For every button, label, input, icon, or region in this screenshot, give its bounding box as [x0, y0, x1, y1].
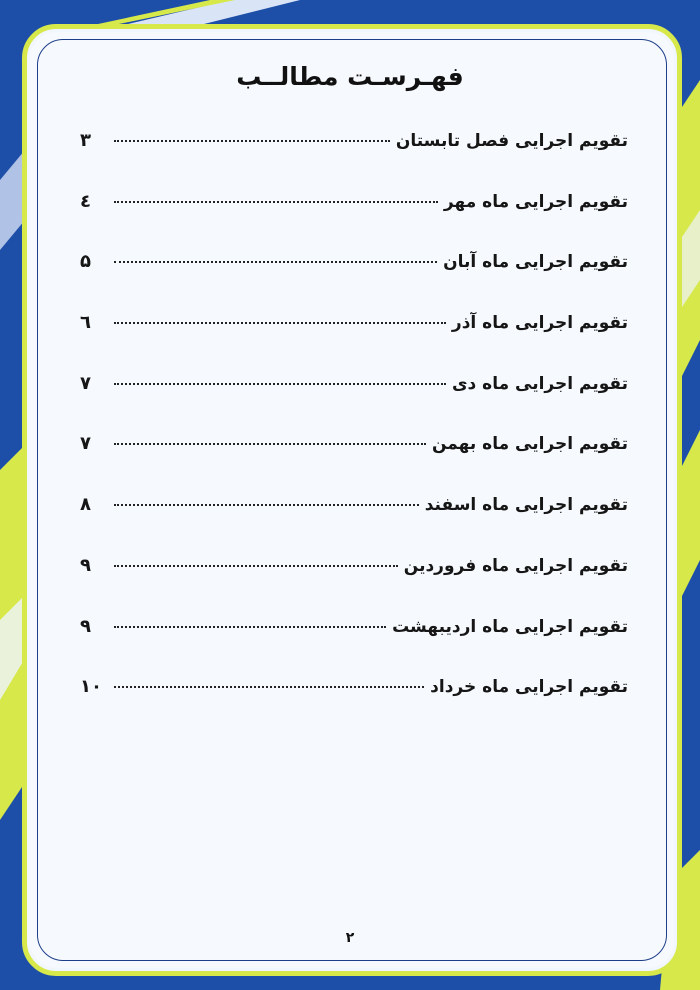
toc-leader-dots [114, 139, 390, 142]
toc-entry[interactable] [80, 232, 628, 293]
toc-entry-label: تقویم اجرایی ماه دی [451, 373, 628, 394]
toc-leader-dots [114, 382, 446, 385]
toc-entry-label: تقویم اجرایی ماه خرداد [430, 677, 628, 698]
toc-entry-label: تقویم اجرایی ماه مهر [443, 191, 628, 212]
toc-entry-page: ۳ [80, 130, 91, 151]
toc-entry-label: تقویم اجرایی ماه آذر [451, 313, 628, 334]
toc-entry[interactable] [80, 475, 628, 536]
toc-entry-label: تقویم اجرایی ماه اردیبهشت [392, 616, 628, 637]
toc-entry[interactable] [80, 354, 628, 415]
page-number: ۲ [345, 930, 355, 946]
toc-entry[interactable] [80, 293, 628, 354]
toc-entry[interactable] [80, 657, 628, 718]
toc-entry-page: ۷ [80, 433, 91, 455]
toc-leader-dots [114, 625, 386, 628]
toc-leader-dots [114, 685, 424, 688]
toc-entry-page: ۹ [80, 615, 91, 637]
toc-entry-label: تقویم اجرایی ماه بهمن [431, 434, 628, 455]
toc-entry[interactable] [80, 414, 628, 475]
toc-entry-page: ۵ [80, 251, 91, 273]
toc-leader-dots [114, 200, 438, 203]
toc-entry-page: ۷ [80, 372, 91, 394]
toc-leader-dots [114, 442, 426, 445]
toc-entry-page: ۸ [80, 494, 91, 516]
toc-entry-label: تقویم اجرایی ماه آبان [443, 252, 628, 273]
toc-entry-page: ٤ [80, 190, 91, 212]
toc-entry-page: ٦ [80, 312, 91, 334]
toc-entry[interactable] [80, 597, 628, 658]
toc-leader-dots [114, 321, 446, 324]
toc-entry-page: ۹ [80, 554, 91, 576]
toc-entry-page: ۱۰ [80, 676, 102, 698]
toc-entry[interactable] [80, 172, 628, 233]
toc-entry[interactable] [80, 536, 628, 597]
toc-entry-label: تقویم اجرایی ماه اسفند [424, 495, 628, 516]
toc-leader-dots [114, 503, 419, 506]
toc-leader-dots [114, 260, 437, 263]
toc-title: فهـرسـت مطالــب [236, 62, 464, 91]
toc-leader-dots [114, 564, 398, 567]
toc-entry[interactable] [80, 111, 628, 172]
toc-list [80, 111, 628, 718]
toc-entry-label: تقویم اجرایی فصل تابستان [395, 131, 628, 151]
toc-entry-label: تقویم اجرایی ماه فروردین [403, 555, 628, 576]
